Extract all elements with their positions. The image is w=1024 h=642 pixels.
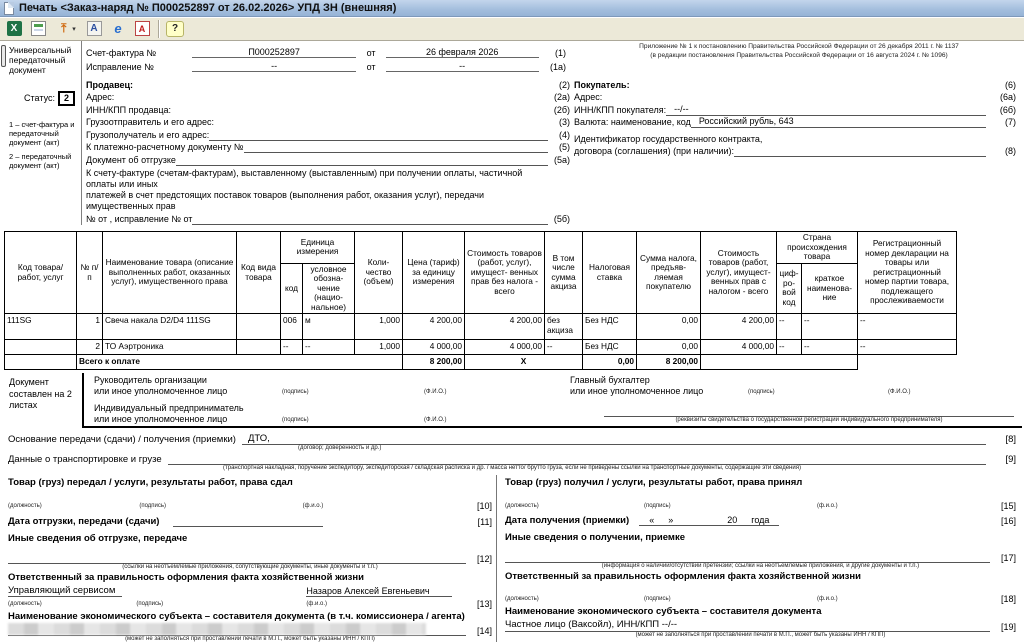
cell-tax-amount: 0,00 [637,340,701,355]
col-unit-group: Единица измерения [281,232,355,264]
save-button[interactable] [51,19,81,39]
transport-value-line [168,453,986,465]
col-product-code: Код товара/ работ, услуг [5,232,77,314]
consignee-value-line [209,140,548,141]
cell-product-code: 111SG [5,314,77,340]
ship-date-line [173,515,323,527]
subject-value-right: Частное лицо (Ваксойл), ИНН/КПП --/-- [505,619,990,632]
cell-unit-code: -- [281,340,303,355]
num-7: (7) [1005,117,1016,127]
col-row-number: № п/п [77,232,103,314]
head-signer-line2: или иное уполномоченное лицо [94,386,228,397]
num-b9: [9] [1005,454,1016,466]
correction-from-label: от [366,62,376,72]
col-product-name: Наименование товара (описание выполненных работ, оказанных услуг), имущественного права [103,232,237,314]
cell-unit-code: 006 [281,314,303,340]
status-label: Статус: [24,93,55,104]
num-5b: (5б) [553,214,570,224]
subject-redacted [8,623,426,635]
num-5: (5) [559,142,570,152]
num-6: (6) [1005,79,1016,90]
sign-caption: (подпись) [282,389,309,396]
num-b17: [17] [1000,552,1016,563]
browser-view-button[interactable] [107,19,129,39]
export-excel-button[interactable] [3,19,25,39]
year-prefix: 20 [727,514,738,525]
line-num-1: (1) [555,48,566,58]
cell-row-number: 1 [77,314,103,340]
fio-caption: (ф.и.о.) [302,502,324,509]
buyer-inn-value: --/-- [666,104,986,116]
num-b10: [10] [476,500,492,511]
cell-product-type-code [237,314,281,340]
position-caption: (должность) [505,502,539,509]
sign-caption: (подпись) [136,601,164,608]
cell-product-name: Свеча накала D2/D4 111SG [103,314,237,340]
year-suffix: года [751,514,770,525]
cell-excise: без акциза [545,314,583,340]
sign-caption: (подпись) [282,416,309,423]
splitter-grip [1,45,6,67]
cell-tax-amount: 0,00 [637,314,701,340]
save-dropdown-caret-icon[interactable]: ▾ [72,25,76,33]
entrepreneur-line1: Индивидуальный предприниматель [94,402,244,413]
fio-caption: (ф.и.о.) [816,502,838,509]
regulation-line-1: Приложение № 1 к постановлению Правительства Российской Федерации от 26 декабря 2011 г. № 1137 [639,43,959,50]
other-receive-info-label: Иные сведения о получении, приемке [505,531,685,543]
cell-amount-net: 4 200,00 [465,314,545,340]
entrepreneur-label [94,403,272,425]
document-icon [4,2,14,15]
consignee-label: Грузополучатель и его адрес: [86,129,210,140]
responsible-position-value: Управляющий сервисом [8,585,122,597]
col-country-code: циф- ро- вой код [777,263,802,314]
other-receive-info-line [505,551,990,563]
col-excise: В том числе сумма акциза [545,232,583,314]
close-quote: » [668,514,674,525]
text-export-button[interactable] [83,19,105,39]
col-price: Цена (тариф) за единицу измерения [403,232,465,314]
correction-label: Исправление № [86,62,154,72]
num-6a: (6а) [999,92,1016,102]
receive-title: Товар (груз) получил / услуги, результаты работ, права принял [505,477,803,489]
head-signer-line1: Руководитель организации [94,375,207,386]
cell-tax-rate: Без НДС [583,340,637,355]
sign-caption: (подпись) [643,502,671,509]
save-icon: ⤒ [61,21,67,35]
correction-value: -- [192,61,357,72]
buyer-label: Покупатель: [574,79,630,90]
ship-date-label: Дата отгрузки, передачи (сдачи) [8,515,160,527]
num-b18: [18] [1001,593,1017,604]
cell-country-code: -- [777,340,802,355]
text-document-icon: A [87,21,102,36]
cell-quantity: 1,000 [355,340,403,355]
cell-unit-symbol: м [303,314,355,340]
cell-declaration: -- [858,314,957,340]
subject-caption-right: (может не заполняться при проставлении печати в М.П., может быть указаны ИНН / КПП) [635,632,886,639]
receive-column [497,475,1024,642]
invoice-number-label: Счет-фактура № [86,48,157,58]
line-num-1a: (1а) [549,62,566,72]
cell-country-name: -- [802,340,858,355]
advance-text-line2: платежей в счет предстоящих поставок товаров (выполнения работ, оказания услуг), передачи имущественных прав [86,190,484,212]
help-button[interactable] [164,19,186,39]
buyer-inn-label: ИНН/КПП покупателя: [574,104,667,115]
print-preview-page [0,41,1024,642]
accountant-label [570,375,738,397]
help-icon: ? [166,21,184,37]
col-amount-gross: Стоимость товаров (работ, услуг), имущест- венных прав с налогом - всего [701,232,777,314]
transfer-title: Товар (груз) передал / услуги, результаты работ, права сдал [8,477,293,489]
sign-caption: (подпись) [643,596,671,603]
fio-caption: (Ф.И.О.) [424,416,447,423]
total-gross: 8 200,00 [637,355,701,370]
seller-inn-label: ИНН/КПП продавца: [86,104,172,115]
cell-country-name: -- [802,314,858,340]
advance-value-line [192,224,548,225]
contract-id-label-1: Идентификатор государственного контракта, [574,133,763,144]
spreadsheet-icon [31,21,46,36]
status-note-2: 2 – передаточный документ (акт) [9,151,72,171]
col-declaration-number: Регистрационный номер декларации на товары или регистрационный номер партии товара, подлежащего прослеживаемости [858,232,957,314]
position-caption: (должность) [8,601,42,608]
table-row [5,314,957,340]
num-b19: [19] [1000,622,1016,633]
spreadsheet-view-button[interactable] [27,19,49,39]
total-row [5,355,957,370]
receive-date-label: Дата получения (приемки) [505,514,630,526]
col-country-group: Страна происхождения товара [777,232,858,264]
advance-invoice-text [86,168,548,213]
registration-line [604,409,1014,417]
num-2b: (2б) [553,104,570,115]
fio-caption: (Ф.И.О.) [888,389,911,396]
other-ship-info-label: Иные сведения об отгрузке, передаче [8,532,188,544]
subject-label-right: Наименование экономического субъекта – составителя документа [505,605,822,617]
form-left-rail [0,41,82,225]
num-3: (3) [559,117,570,127]
num-4: (4) [559,129,570,140]
signatures-block [82,373,1022,428]
correction-date-value: -- [386,61,539,72]
consignor-label: Грузоотправитель и его адрес: [86,117,214,127]
total-net: 8 200,00 [403,355,465,370]
registration-caption: (реквизиты свидетельства о государственной регистрации индивидуального предпринимателя) [675,416,943,423]
cell-product-type-code [237,340,281,355]
cell-price: 4 200,00 [403,314,465,340]
cell-product-code [5,340,77,355]
cell-price: 4 000,00 [403,340,465,355]
cell-amount-gross: 4 200,00 [701,314,777,340]
basis-label: Основание передачи (сдачи) / получения (приемки) [8,434,236,446]
pages-note: Документ составлен на 2 листах [9,377,72,410]
subject-caption-left: (может не заполняться при проставлении печати в М.П., может быть указаны ИНН / КПП) [125,636,375,642]
buyer-block [574,78,1016,225]
subject-value-line-left [8,624,466,636]
responsible-label-right: Ответственный за правильность оформления факта хозяйственной жизни [505,570,861,582]
currency-value: Российский рубль, 643 [691,116,986,128]
basis-caption: (договор; доверенность и др.) [298,445,382,452]
col-unit-code: код [281,263,303,314]
num-b15: [15] [1001,500,1017,511]
entrepreneur-line2: или иное уполномоченное лицо [94,413,228,424]
excel-icon: X [7,21,22,36]
fio-caption: (Ф.И.О.) [424,389,447,396]
transfer-column [0,475,497,642]
cell-quantity: 1,000 [355,314,403,340]
num-b8: [8] [1005,434,1016,446]
browser-icon: e [114,21,122,36]
num-8: (8) [1005,146,1016,156]
cell-amount-net: 4 000,00 [465,340,545,355]
fio-caption: (ф.и.о.) [306,601,328,608]
num-6b: (6б) [999,104,1016,115]
position-caption: (должность) [505,596,539,603]
goods-table [4,231,957,370]
cell-unit-symbol: -- [303,340,355,355]
pdf-export-button[interactable] [131,19,153,39]
num-b14: [14] [476,626,492,637]
total-empty-cell [5,355,77,370]
pdf-icon: A [135,21,150,36]
shipping-doc-label: Документ об отгрузке [86,154,176,165]
total-label: Всего к оплате [77,355,403,370]
col-amount-net: Стоимость товаров (работ, услуг), имущест- венных прав без налога - всего [465,232,545,314]
invoice-number-value: П000252897 [192,47,357,58]
total-empty-right [701,355,858,370]
other-ship-info-line [8,552,466,564]
buyer-address-label: Адрес: [574,92,603,102]
total-tax: 0,00 [583,355,637,370]
open-quote: « [649,514,655,525]
cell-amount-gross: 4 000,00 [701,340,777,355]
payment-doc-label: К платежно-расчетному документу № [86,142,244,152]
basis-value: ДТО, [242,433,986,445]
num-5a: (5а) [553,154,570,165]
accountant-line1: Главный бухгалтер [570,375,650,386]
position-caption: (должность) [8,502,42,509]
window-title: Печать <Заказ-наряд № П000252897 от 26.02.2026> УПД ЗН (внешняя) [19,2,397,14]
col-product-type-code: Код вида товара [237,232,281,314]
accountant-line2: или иное уполномоченное лицо [570,386,704,397]
cell-row-number: 2 [77,340,103,355]
col-tax-amount: Сумма налога, предъяв- ляемая покупателю [637,232,701,314]
receive-date-line [639,515,779,526]
total-x: X [465,355,583,370]
head-signer-label [94,375,272,397]
shipping-doc-value-line [176,165,548,166]
num-b11: [11] [477,516,492,527]
transport-label: Данные о транспортировке и грузе [8,454,162,466]
document-type-label: Универсальный передаточный документ [9,45,72,76]
other-receive-caption: (информация о наличии/отсутствии претензии; ссылки на неотъемлемые приложения, и другие документы и т.п.) [601,562,920,569]
invoice-date-value: 26 февраля 2026 [386,47,539,58]
correction-row [86,58,566,72]
cell-product-name: ТО Аэртроника [103,340,237,355]
cell-country-code: -- [777,314,802,340]
cell-excise: -- [545,340,583,355]
sign-caption: (подпись) [139,502,167,509]
col-country-name: краткое наименова- ние [802,263,858,314]
fio-caption: (ф.и.о.) [816,596,838,603]
col-unit-symbol: условное обозна- чение (нацио- нальное) [303,263,355,314]
invoice-from-label: от [366,48,376,58]
toolbar [0,17,1024,41]
cell-tax-rate: Без НДС [583,314,637,340]
contract-id-label-2: договора (соглашения) (при наличии): [574,146,734,156]
cell-declaration: -- [858,340,957,355]
responsible-label-left: Ответственный за правильность оформления факта хозяйственной жизни [8,571,364,583]
status-value: 2 [58,91,75,106]
status-note-1: 1 – счет-фактура и передаточный документ (акт) [9,119,75,148]
regulation-reference [576,43,1022,60]
toolbar-separator [158,20,159,38]
other-ship-caption: (ссылки на неотъемлемые приложения, сопутствующие документы, иные документы и т.п.) [122,563,378,570]
num-2: (2) [559,79,570,90]
col-quantity: Коли- чество (объем) [355,232,403,314]
invoice-number-row [86,44,566,58]
table-row [5,340,957,355]
currency-label: Валюта: наименование, код [574,117,691,127]
window-titlebar [0,0,1024,17]
payment-doc-value-line [244,152,548,153]
col-tax-rate: Налоговая ставка [583,232,637,314]
advance-num-label: № от , исправление № от [86,214,193,224]
seller-block [86,78,574,225]
regulation-line-2: (в редакции постановления Правительства Российской Федерации от 16 августа 2024 г. № 1096) [650,51,948,59]
transport-caption: (транспортная накладная, поручение экспедитору, экспедиторская / складская расписка и др. / масса нетто/ брутто груза, если не приведены ссылки на транспортные документы, содержащие эти сведения) [223,465,801,472]
subject-label-left: Наименование экономического субъекта – составителя документа (в т.ч. комиссионера / агента) [8,610,465,622]
num-b13: [13] [476,598,492,609]
responsible-fio-value: Назаров Алексей Евгеньевич [306,585,452,597]
advance-text-line1: К счету-фактуре (счетам-фактурам), выставленному (выставленным) при получении оплаты, частичной оплаты или иных [86,167,523,189]
num-2a: (2а) [553,92,570,102]
num-b12: [12] [476,553,492,564]
contract-id-value-line [734,156,986,157]
sign-caption: (подпись) [748,389,775,396]
num-b16: [16] [1000,515,1016,526]
seller-address-label: Адрес: [86,92,115,102]
seller-label: Продавец: [86,79,134,90]
